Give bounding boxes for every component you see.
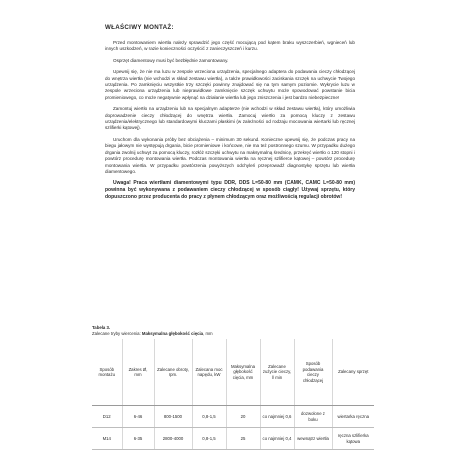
header-rpm: Zalecane obroty, rpm. (154, 339, 192, 406)
table-header-row (92, 339, 374, 406)
paragraph-mounting: Osprzęt diamentowy musi być bezbłędnie zamontowany. (113, 57, 229, 63)
instructions-section (105, 24, 355, 209)
table-cell: co najmniej 0,6 (260, 406, 294, 428)
section-heading: WŁAŚCIWY MONTAŻ: (105, 24, 174, 31)
table-section (92, 325, 374, 450)
table-cell: 0,8-1,5 (192, 406, 226, 428)
header-mounting: Sposób montażu (92, 339, 122, 406)
header-equipment: Zalecany sprzęt (332, 339, 374, 406)
caption-prefix: Zalecane tryby wiercenia: (92, 330, 142, 336)
header-depth: Maksymalna głębokość cięcia, mm (226, 339, 260, 406)
paragraph-test-run: Uruchom dla wykonania próby bez obciążenia – minimum 30 sekund. Konieczne upewnij się, że podczas pracy na biegu jałowym nie występują drgania, bicie promieniowe i końcowe, nie ma też postronnego szumu. W przypadku dużego drgania zwolnij uchwyt za pomocą kluczy, rozłóż szczęki uchwytu na maksymalną średnicę, przekręć wiertło o 120 stopni i powtórz procedurę montowania wiertła. Podczas montowania wiertła na ręcznej szlifierce kątowej – powtórz procedurę montowania wiertła. W przypadku powtórzenia powyższych odchyleń przeprowadź diagnostykę sprzętu lub wiertła diamentowego. (105, 136, 355, 174)
table-cell: 6-46 (122, 406, 154, 428)
table-cell: wiertarka ręczna (332, 406, 374, 428)
paragraph-inspection: Przed montowaniem wiertła należy sprawdzić jego część mocującą pod kątem braku wyszczerbień, wgnieceń lub innych uszkodzeń, w razie konieczności oczyścić z zanieczyszczeń i kurzu. (105, 40, 355, 52)
table-cell: ręczna szlifierka kątowa (332, 428, 374, 450)
header-power: Zalecana moc napędu, kW (192, 339, 226, 406)
caption-suffix: , mm (203, 330, 213, 336)
table-cell: 0,8-1,5 (192, 428, 226, 450)
header-coolant-usage: Zalecane zużycie cieczy, l/ min (260, 339, 294, 406)
paragraph-spindle-check: Upewnij się, że nie ma luzu w zespole wrzeciona urządzenia, specjalnego adaptera do podawania cieczy chłodzącej do wnętrza wiertła (nie wchodzi w skład zestawu wiertła), a także prawidłowości zaciskania szczęk na uchwycie Twojego urządzenia. Po zamknięciu wszystkie trzy szczęki powinny znajdować się na tym samym poziomie. Wykrycie luzu w zespole wrzeciona urządzenia lub nieprawidłowe zamknięcie szczęk uchwytu może spowodować powstanie bicia promieniowego, co może negatywnie wpłynąć na działanie wiertła lub jego zniszczenia i jest bardzo niebezpieczne! (105, 69, 355, 100)
table-cell: 800-1500 (154, 406, 192, 428)
table-cell: M14 (92, 428, 122, 450)
warning-paragraph: Uwaga! Praca wiertłami diamentowymi typu DDR, DDS L=50-80 mm (CAMK, CAMC L=50-80 mm) powinna być wykonywana z podawaniem cieczy chłodzącej w sposób ciągły! Używaj sprzętu, który dopuszczono przez producenta do pracy z płynem chłodzącym oraz możliwością regulacji obrotów! (105, 180, 355, 201)
table-label: Tabela 3. (92, 325, 111, 330)
table-row (92, 406, 374, 428)
table-row (92, 428, 374, 450)
paragraph-install: Zamontuj wiertło na urządzeniu lub na specjalnym adapterze (nie wchodzi w skład zestawu wiertła), który umożliwia doprowadzenie cieczy chłodzącej do wnętrza wiertła. Zamocuj wiertło za pomocą kluczy z zestawu urządzenia/elektrycznego lub standardowymi kluczami płaskimi (w zależności od rodzaju mocowania wiertarki lub ręcznej szlifierki kątowej). (105, 106, 355, 131)
table-cell: D12 (92, 406, 122, 428)
table-cell: co najmniej 0,4 (260, 428, 294, 450)
table-cell: dozwolone z boku (294, 406, 332, 428)
table-cell: 20 (226, 406, 260, 428)
table-cell: 2800-4000 (154, 428, 192, 450)
drilling-modes-table (92, 339, 374, 450)
header-range: Zakres Ø, mm (122, 339, 154, 406)
table-cell: 25 (226, 428, 260, 450)
table-caption (92, 325, 374, 336)
table-cell: 6-35 (122, 428, 154, 450)
table-cell: wewnątrz wiertła (294, 428, 332, 450)
caption-bold: Maksymalna głębokość cięcia (141, 330, 204, 336)
header-coolant-method: Sposób podawania cieczy chłodzącej (294, 339, 332, 406)
